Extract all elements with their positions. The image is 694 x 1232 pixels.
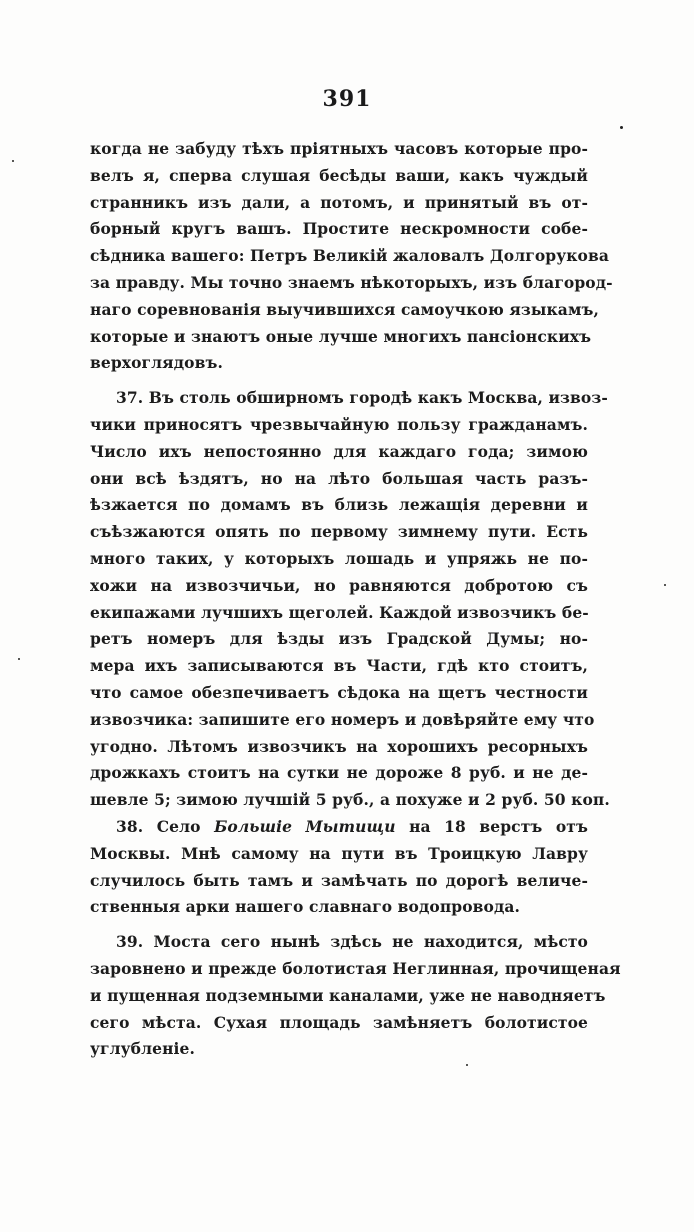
text-line: наго соревнованія выучившихся самоучкою языкамъ, — [90, 299, 600, 319]
scan-speck — [664, 584, 666, 586]
text-line: 37. Въ столь обширномъ городѣ какъ Москва, извоз- — [116, 388, 608, 408]
paragraph-gap — [90, 377, 588, 385]
text-line: екипажами лучшихъ щеголей. Каждой извозчикъ бе- — [90, 602, 589, 622]
scan-speck — [620, 126, 623, 129]
paragraph-gap — [90, 921, 588, 929]
text-line: случилось быть тамъ и замѣчать по дорогѣ величе- — [90, 870, 588, 890]
text-line: когда не забуду тѣхъ пріятныхъ часовъ которые про- — [90, 139, 588, 158]
text-line: они всѣ ѣздятъ, но на лѣто большая часть разъ- — [90, 468, 588, 488]
text-line: извозчика: запишите его номеръ и довѣряйте ему что — [90, 709, 595, 729]
text-line: велъ я, сперва слушая бесѣды ваши, какъ чуждый — [90, 165, 588, 185]
page-number: 391 — [322, 86, 372, 112]
text-line: что самое обезпечиваетъ сѣдока на щетъ честности — [90, 682, 588, 702]
text-line: 39. Моста сего нынѣ здѣсь не находится, мѣсто — [116, 932, 588, 952]
text-line: ственныя арки нашего славнаго водопровода. — [90, 897, 521, 917]
text-line: мера ихъ записываются въ Части, гдѣ кто стоитъ, — [90, 656, 588, 676]
note-37 — [90, 385, 610, 814]
text-line: борный кругъ вашъ. Простите нескромности собе- — [90, 219, 588, 239]
text-line: и пущенная подземными каналами, уже не наводняетъ — [90, 985, 606, 1005]
paragraph-continuation — [90, 136, 613, 377]
text-line: Москвы. Мнѣ самому на пути въ Троицкую Лавру — [90, 843, 588, 863]
text-line: угодно. Лѣтомъ извозчикъ на хорошихъ ресорныхъ — [90, 736, 588, 756]
page-body-text — [90, 136, 621, 1063]
text-line: странникъ изъ дали, а потомъ, и принятый въ от- — [90, 192, 588, 212]
text-line: которые и знаютъ оные лучше многихъ пансіонскихъ — [90, 326, 592, 346]
text-line: углубленіе. — [90, 1039, 195, 1059]
text-line: съѣзжаются опять по первому зимнему пути. Есть — [90, 522, 588, 542]
place-name-italic: Большіе Мытищи — [214, 816, 396, 836]
text-line: много таких, у которыхъ лошадь и упряжь не по- — [90, 548, 588, 568]
text-line: дрожкахъ стоитъ на сутки не дороже 8 руб. и не де- — [90, 763, 588, 783]
text-line: за правду. Мы точно знаемъ нѣкоторыхъ, изъ благород- — [90, 272, 613, 292]
text-line — [90, 814, 588, 841]
scan-speck — [18, 658, 20, 660]
text-line: ретъ номеръ для ѣзды изъ Градской Думы; но- — [90, 629, 588, 649]
text-line: сѣдника вашего: Петръ Великій жаловалъ Долгорукова — [90, 246, 609, 266]
text-line: хожи на извозчичьи, но равняются добротою съ — [90, 575, 588, 595]
text-line: верхоглядовъ. — [90, 353, 223, 373]
text-line: сего мѣста. Сухая площадь замѣняетъ болотистое — [90, 1012, 588, 1032]
text-line: заровнено и прежде болотистая Неглинная, прочищеная — [90, 958, 621, 978]
text-line: Число ихъ непостоянно для каждаго года; зимою — [90, 441, 588, 461]
text-run: 38. Село — [116, 816, 215, 836]
text-run: на 18 верстъ отъ — [395, 816, 588, 836]
text-line: чики приносятъ чрезвычайную пользу гражданамъ. — [90, 414, 588, 434]
note-39 — [90, 929, 621, 1063]
scan-speck — [12, 160, 14, 162]
scan-speck — [466, 1064, 468, 1066]
text-line: шевле 5; зимою лучшій 5 руб., а похуже и 2 руб. 50 коп. — [90, 790, 610, 810]
note-38 — [90, 814, 588, 921]
text-line: ѣзжается по домамъ въ близь лежащія деревни и — [90, 495, 588, 515]
